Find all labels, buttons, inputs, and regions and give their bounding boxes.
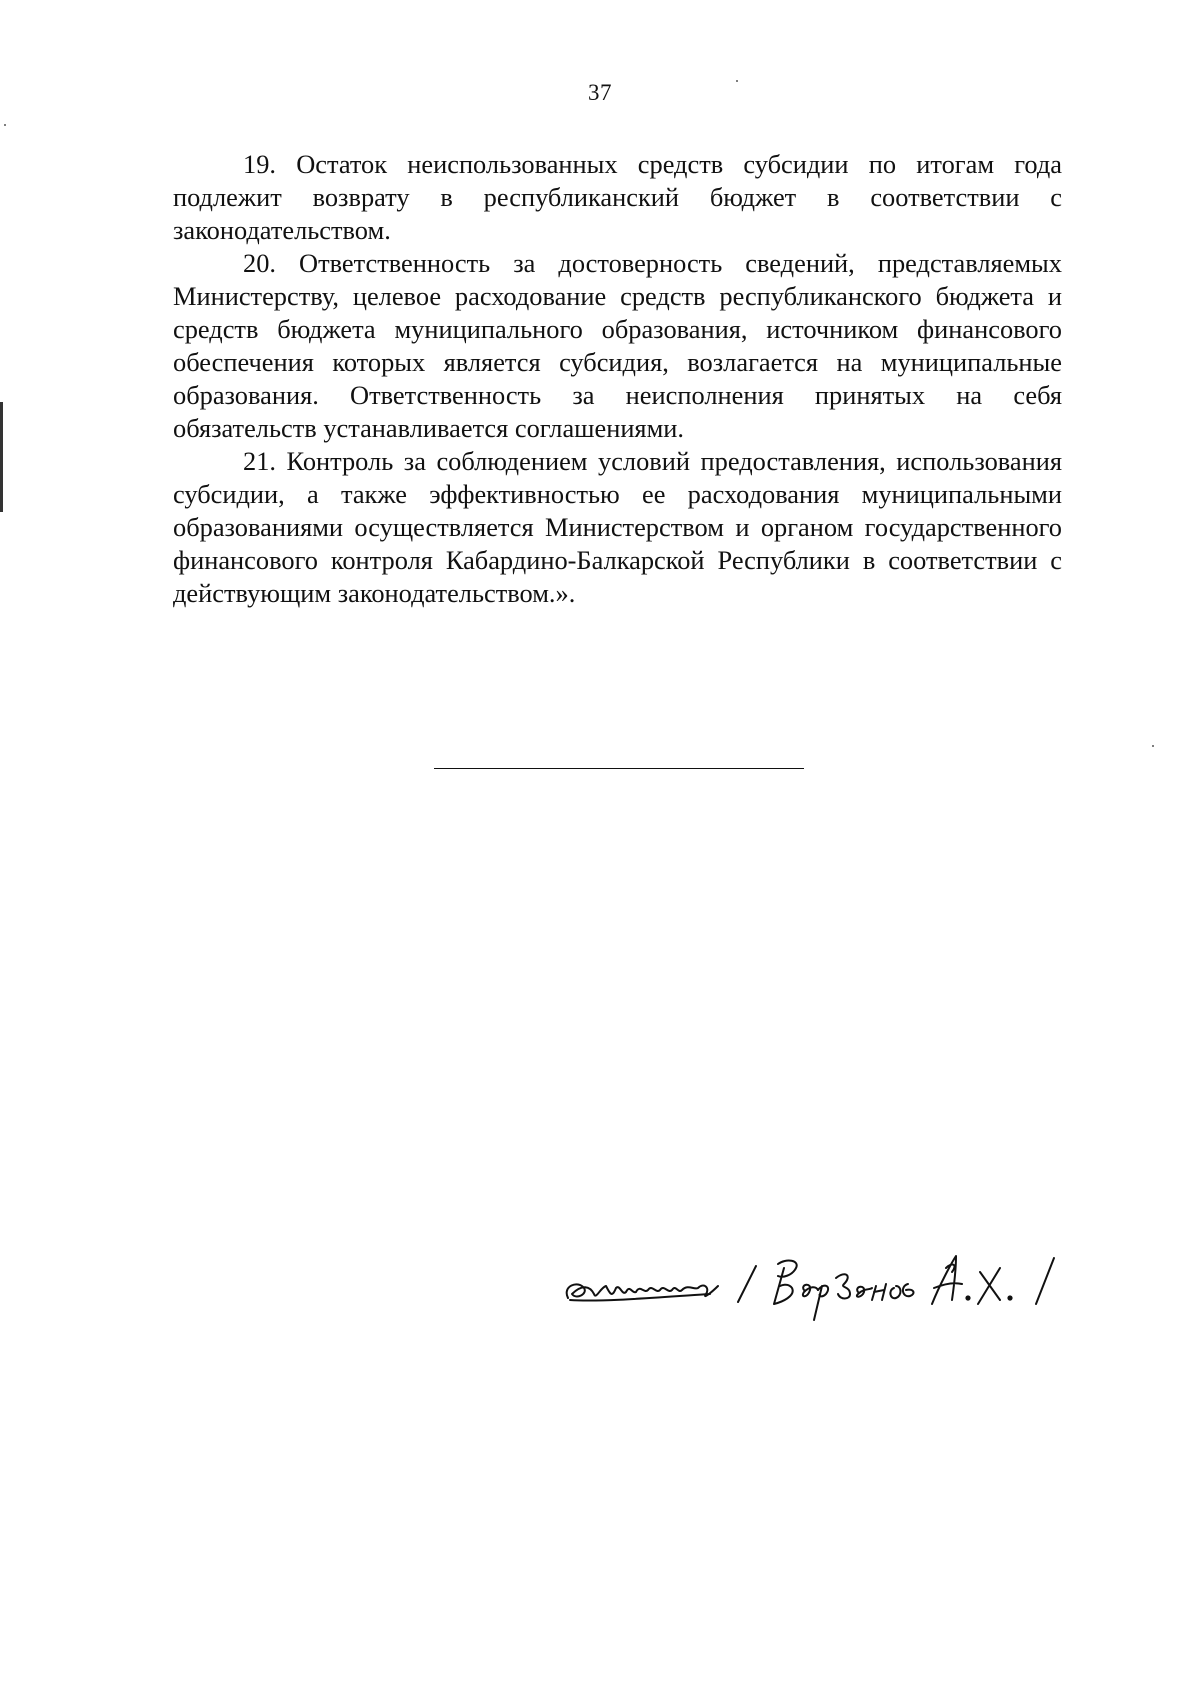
scan-speck (4, 124, 6, 126)
scan-speck (1152, 745, 1154, 747)
paragraph-20: 20. Ответственность за достоверность сведений, представляемых Министерству, целевое расходование средств республиканского бюджета и средств бюджета муниципального образования, источником финансового обеспечения которых является субсидия, возлагается на муниципальные образования. Ответственность за неисполнения принятых на себя обязательств устанавливается соглашениями. (173, 248, 1062, 443)
page-number: 37 (588, 80, 612, 105)
document-body (173, 148, 1062, 610)
handwritten-signature (560, 1228, 1080, 1328)
paragraph-19: 19. Остаток неиспользованных средств субсидии по итогам года подлежит возврату в республиканский бюджет в соответствии с законодательством. (173, 149, 1062, 245)
scan-edge-mark (0, 402, 3, 512)
paragraph-21: 21. Контроль за соблюдением условий предоставления, использования субсидии, а также эффективностью ее расходования муниципальными образованиями осуществляется Министерством и органом государственного финансового контроля Кабардино-Балкарской Республики в соответствии с действующим законодательством.». (173, 446, 1062, 608)
scan-speck (736, 80, 738, 82)
section-divider-line (434, 768, 804, 769)
signature-image (560, 1228, 1080, 1328)
